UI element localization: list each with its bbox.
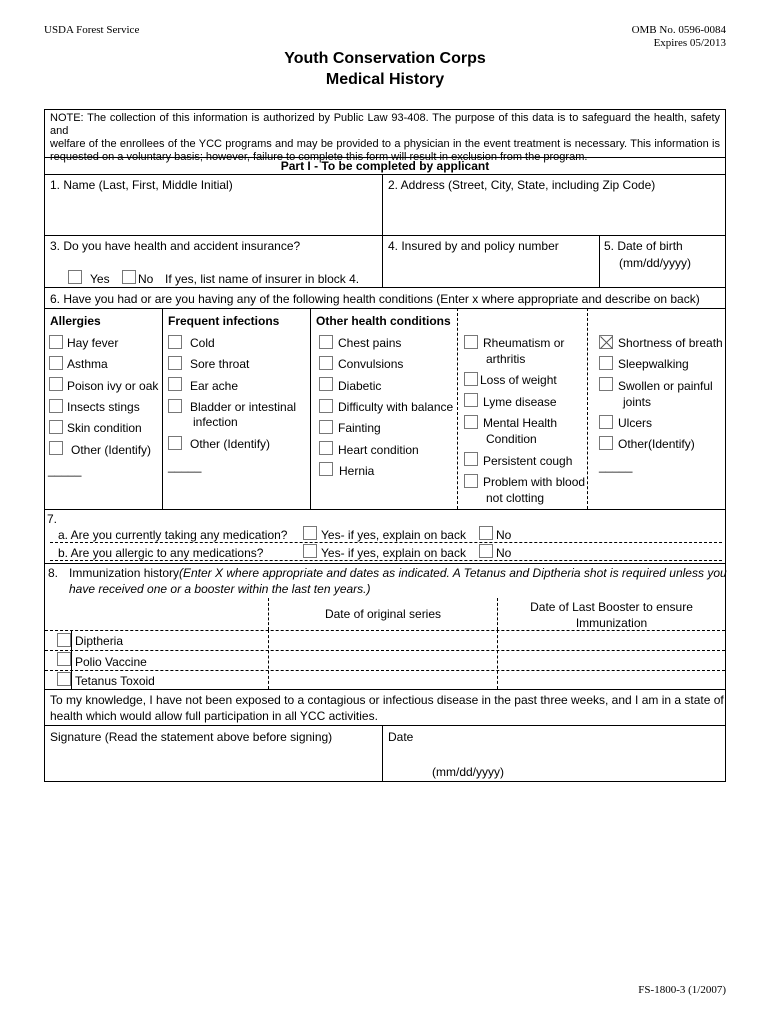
insurance-no-checkbox[interactable]	[122, 270, 136, 284]
allergies-header: Allergies	[50, 314, 101, 328]
bladder-infection-checkbox[interactable]	[168, 399, 182, 413]
convulsions-label: Convulsions	[338, 357, 404, 371]
allergic-no-checkbox[interactable]	[479, 544, 493, 558]
mental-health-label: Mental Health	[483, 416, 558, 430]
loss-of-weight-label: Loss of weight	[480, 373, 557, 387]
agency-name: USDA Forest Service	[44, 24, 140, 36]
q7a-label: a. Are you currently taking any medication?	[58, 528, 288, 542]
chest-pains-checkbox[interactable]	[319, 335, 333, 349]
note-line-2: welfare of the enrollees of the YCC programs and may be provided to a physician in the event treatment is necessary. This information is	[50, 138, 720, 150]
polio-label: Polio Vaccine	[75, 655, 147, 669]
bladder-infection-label-2: infection	[193, 415, 238, 429]
col5-other-blank[interactable]: _____	[599, 459, 633, 473]
cold-checkbox[interactable]	[168, 335, 182, 349]
hay-fever-label: Hay fever	[67, 336, 119, 350]
ear-ache-label: Ear ache	[190, 379, 239, 393]
dob-format: (mm/dd/yyyy)	[619, 256, 691, 270]
q4-label: 4. Insured by and policy number	[388, 239, 559, 253]
sore-throat-label: Sore throat	[190, 357, 250, 371]
skin-condition-label: Skin condition	[67, 421, 142, 435]
skin-condition-checkbox[interactable]	[49, 420, 63, 434]
q5-label: 5. Date of birth	[604, 239, 683, 253]
diabetic-label: Diabetic	[338, 379, 382, 393]
sleepwalking-label: Sleepwalking	[618, 357, 689, 371]
loss-of-weight-checkbox[interactable]	[464, 372, 478, 386]
signature-label: Signature (Read the statement above before signing)	[50, 730, 333, 744]
hernia-label: Hernia	[339, 464, 375, 478]
signature-field[interactable]	[45, 745, 381, 780]
name-field[interactable]	[45, 192, 381, 234]
swollen-joints-checkbox[interactable]	[599, 377, 613, 391]
statement-line-1: To my knowledge, I have not been exposed to a contagious or infectious disease in the past three weeks, and I am in a state of	[50, 693, 724, 707]
fainting-checkbox[interactable]	[319, 420, 333, 434]
balance-checkbox[interactable]	[319, 399, 333, 413]
form-subtitle: Medical History	[325, 71, 445, 88]
diptheria-label: Diptheria	[75, 634, 124, 648]
infections-other-checkbox[interactable]	[168, 436, 182, 450]
booster-header-1: Date of Last Booster to ensure	[530, 600, 693, 614]
insurer-field[interactable]	[383, 254, 598, 286]
rheumatism-label: Rheumatism or	[483, 336, 565, 350]
q8-instructions-2: have received one or a booster within the last ten years.)	[69, 582, 371, 596]
infections-other-blank[interactable]: _____	[168, 459, 202, 473]
note-line-1: NOTE: The collection of this information is authorized by Public Law 93-408. The purpose of this data is to safeguard the health, safety and	[50, 112, 720, 137]
other-conditions-header: Other health conditions	[316, 314, 451, 328]
persistent-cough-label: Persistent cough	[483, 454, 573, 468]
rheumatism-label-2: arthritis	[486, 352, 526, 366]
polio-checkbox[interactable]	[57, 652, 71, 666]
chest-pains-label: Chest pains	[338, 336, 402, 350]
medication-no-label: No	[496, 528, 512, 542]
diabetic-checkbox[interactable]	[319, 377, 333, 391]
mental-health-checkbox[interactable]	[464, 415, 478, 429]
insurance-yes-checkbox[interactable]	[68, 270, 82, 284]
q1-label: 1. Name (Last, First, Middle Initial)	[50, 178, 233, 192]
insurance-hint: If yes, list name of insurer in block 4.	[165, 272, 360, 286]
ulcers-label: Ulcers	[618, 416, 653, 430]
allergic-yes-label: Yes- if yes, explain on back	[321, 546, 466, 560]
note-line-3: requested on a voluntary basis; however, failure to complete this form will result in exclusion from the program.	[50, 151, 588, 163]
original-series-header: Date of original series	[324, 607, 442, 621]
asthma-label: Asthma	[67, 357, 108, 371]
date-label: Date	[388, 730, 414, 744]
statement-line-2: health which would allow full participation in all YCC activities.	[50, 709, 378, 723]
form-number: FS-1800-3 (1/2007)	[638, 984, 726, 996]
bladder-infection-label: Bladder or intestinal	[190, 400, 297, 414]
shortness-of-breath-label: Shortness of breath	[618, 336, 723, 350]
expiration-date: Expires 05/2013	[653, 37, 726, 49]
shortness-of-breath-checkbox[interactable]	[599, 335, 613, 349]
heart-condition-checkbox[interactable]	[319, 441, 333, 455]
allergies-other-blank[interactable]: _____	[48, 463, 82, 477]
booster-header-2: Immunization	[575, 616, 648, 630]
q7-number: 7.	[47, 512, 58, 526]
q3-label: 3. Do you have health and accident insurance?	[50, 239, 301, 253]
ear-ache-checkbox[interactable]	[168, 377, 182, 391]
blood-clotting-checkbox[interactable]	[464, 474, 478, 488]
tetanus-checkbox[interactable]	[57, 672, 71, 686]
allergic-yes-checkbox[interactable]	[303, 544, 317, 558]
medication-yes-label: Yes- if yes, explain on back	[321, 528, 466, 542]
allergies-other-label: Other (Identify)	[71, 443, 152, 457]
sore-throat-checkbox[interactable]	[168, 356, 182, 370]
balance-label: Difficulty with balance	[338, 400, 454, 414]
q8-number: 8.	[48, 566, 59, 580]
address-field[interactable]	[383, 192, 725, 234]
fainting-label: Fainting	[338, 421, 381, 435]
poison-ivy-label: Poison ivy or oak	[67, 379, 159, 393]
col5-other-checkbox[interactable]	[599, 436, 613, 450]
rheumatism-checkbox[interactable]	[464, 335, 478, 349]
hernia-checkbox[interactable]	[319, 462, 333, 476]
poison-ivy-checkbox[interactable]	[49, 377, 63, 391]
persistent-cough-checkbox[interactable]	[464, 452, 478, 466]
mental-health-label-2: Condition	[486, 432, 537, 446]
q6-label: 6. Have you had or are you having any of the following health conditions (Enter x where appropriate and describe on back)	[50, 292, 700, 306]
tetanus-label: Tetanus Toxoid	[75, 674, 155, 688]
sleepwalking-checkbox[interactable]	[599, 356, 613, 370]
blood-clotting-label-2: not clotting	[486, 491, 545, 505]
lyme-disease-checkbox[interactable]	[464, 393, 478, 407]
insurance-no-label: No	[138, 272, 154, 286]
infections-other-label: Other (Identify)	[190, 437, 271, 451]
diptheria-checkbox[interactable]	[57, 633, 71, 647]
dob-field[interactable]	[600, 270, 725, 286]
asthma-checkbox[interactable]	[49, 356, 63, 370]
q2-label: 2. Address (Street, City, State, including Zip Code)	[388, 178, 656, 192]
q7b-label: b. Are you allergic to any medications?	[58, 546, 264, 560]
blood-clotting-label: Problem with blood	[483, 475, 586, 489]
cold-label: Cold	[190, 336, 215, 350]
infections-header: Frequent infections	[168, 314, 280, 328]
form-title: Youth Conservation Corps	[284, 50, 486, 67]
hay-fever-checkbox[interactable]	[49, 335, 63, 349]
allergic-no-label: No	[496, 546, 512, 560]
swollen-joints-label: Swollen or painful	[618, 379, 713, 393]
part1-heading: Part I - To be completed by applicant	[280, 159, 490, 173]
insect-stings-label: Insects stings	[67, 400, 140, 414]
lyme-disease-label: Lyme disease	[483, 395, 557, 409]
medication-no-checkbox[interactable]	[479, 526, 493, 540]
swollen-joints-label-2: joints	[623, 395, 652, 409]
q8-instructions-1: (Enter X where appropriate and dates as indicated. A Tetanus and Diptheria shot is required unless you	[179, 566, 727, 580]
medication-yes-checkbox[interactable]	[303, 526, 317, 540]
date-format: (mm/dd/yyyy)	[432, 765, 504, 779]
heart-condition-label: Heart condition	[338, 443, 419, 457]
insurance-yes-label: Yes	[90, 272, 110, 286]
col5-other-label: Other(Identify)	[618, 437, 695, 451]
q8-label: Immunization history	[69, 566, 180, 580]
omb-number: OMB No. 0596-0084	[631, 24, 726, 36]
convulsions-checkbox[interactable]	[319, 356, 333, 370]
ulcers-checkbox[interactable]	[599, 415, 613, 429]
allergies-other-checkbox[interactable]	[49, 441, 63, 455]
date-field[interactable]	[383, 745, 725, 763]
insect-stings-checkbox[interactable]	[49, 399, 63, 413]
